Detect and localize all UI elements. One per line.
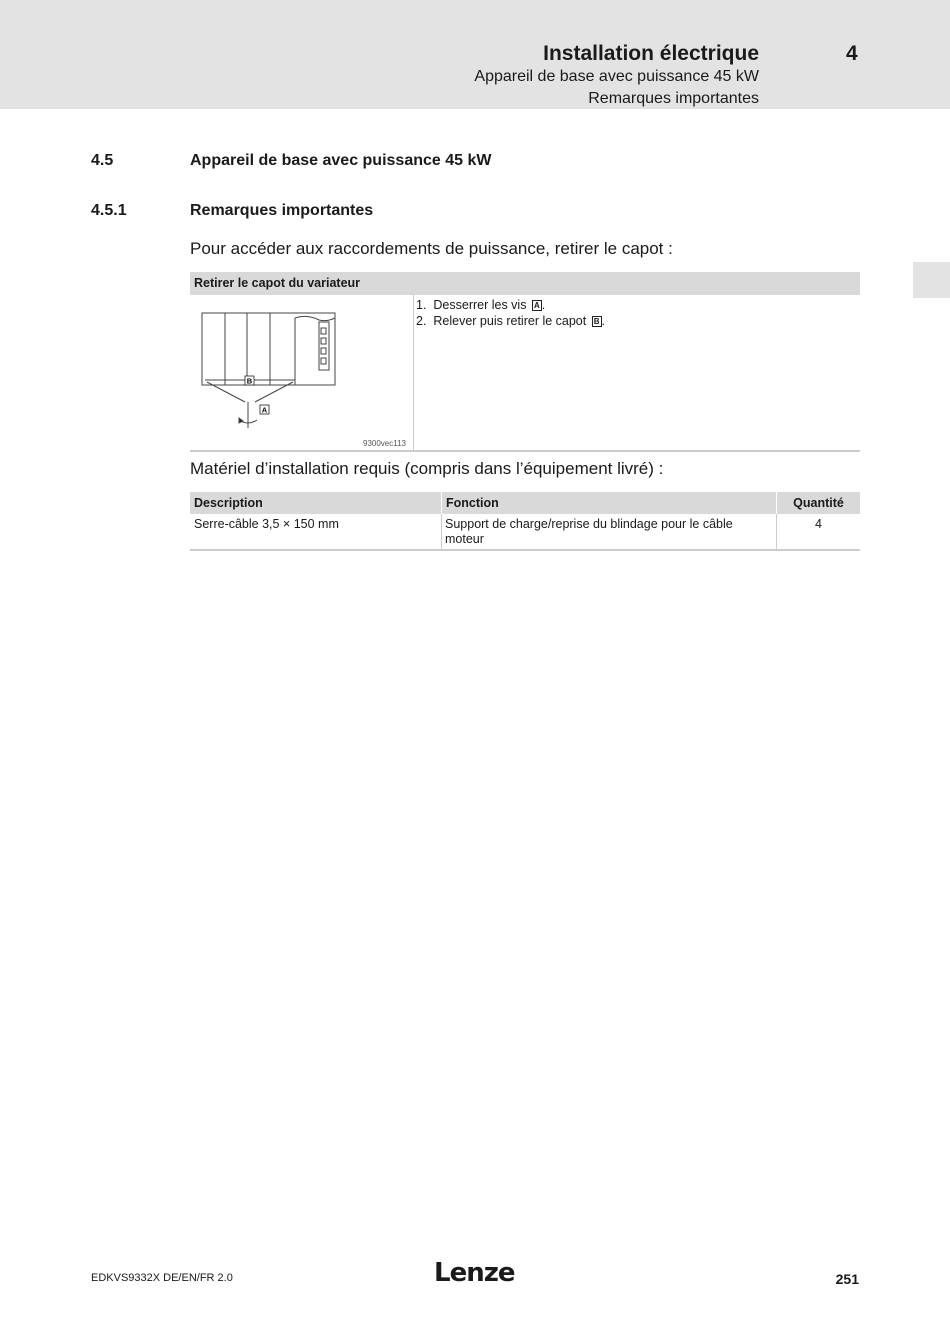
step-ref-box: B xyxy=(593,317,600,326)
page-number: 251 xyxy=(835,1271,859,1287)
col-header-quantite: Quantité xyxy=(777,492,860,514)
subsection-title: Remarques importantes xyxy=(190,202,374,219)
cell-description: Serre-câble 3,5 × 150 mm xyxy=(194,517,339,531)
step-end: . xyxy=(601,314,605,328)
drive-cover-figure xyxy=(195,300,345,435)
label-a: A xyxy=(261,405,268,415)
chapter-number: 4 xyxy=(846,42,858,65)
cover-table-bottom-rule xyxy=(190,450,860,452)
step-end: . xyxy=(541,298,546,312)
cell-quantite: 4 xyxy=(815,517,822,531)
header-title: Installation électrique xyxy=(543,42,759,65)
chapter-side-tab xyxy=(913,262,950,298)
header-band xyxy=(0,0,950,109)
step-1 xyxy=(416,297,605,313)
section-title: Appareil de base avec puissance 45 kW xyxy=(190,152,492,169)
col-header-fonction: Fonction xyxy=(442,492,776,514)
header-subtitle: Appareil de base avec puissance 45 kW xyxy=(474,68,759,85)
cell-fonction: Support de charge/reprise du blindage pour le câble moteur xyxy=(445,517,733,546)
step-ref-box: A xyxy=(533,301,540,310)
intro-paragraph: Pour accéder aux raccordements de puissance, retirer le capot : xyxy=(190,239,673,258)
subsection-number: 4.5.1 xyxy=(91,202,127,219)
col-header-description: Description xyxy=(190,492,441,514)
step-list xyxy=(416,297,605,329)
cover-table-divider xyxy=(413,295,414,451)
cover-table-header: Retirer le capot du variateur xyxy=(190,272,860,295)
material-table-bottom-rule xyxy=(190,549,860,551)
step-text: Desserrer les vis xyxy=(433,298,527,312)
step-text: Relever puis retirer le capot xyxy=(433,314,587,328)
label-b: B xyxy=(246,376,253,386)
lenze-logo: Lenze xyxy=(434,1258,515,1288)
footer-document-id: EDKVS9332X DE/EN/FR 2.0 xyxy=(91,1272,233,1284)
step-2 xyxy=(416,313,605,329)
label-b-marker xyxy=(245,376,254,386)
step-number: 1. xyxy=(416,298,427,312)
figure-code: 9300vec113 xyxy=(363,439,406,448)
material-paragraph: Matériel d’installation requis (compris dans l’équipement livré) : xyxy=(190,459,664,478)
label-a-marker xyxy=(260,405,269,415)
header-subtitle-2: Remarques importantes xyxy=(588,90,759,107)
section-number: 4.5 xyxy=(91,152,114,169)
step-number: 2. xyxy=(416,314,427,328)
